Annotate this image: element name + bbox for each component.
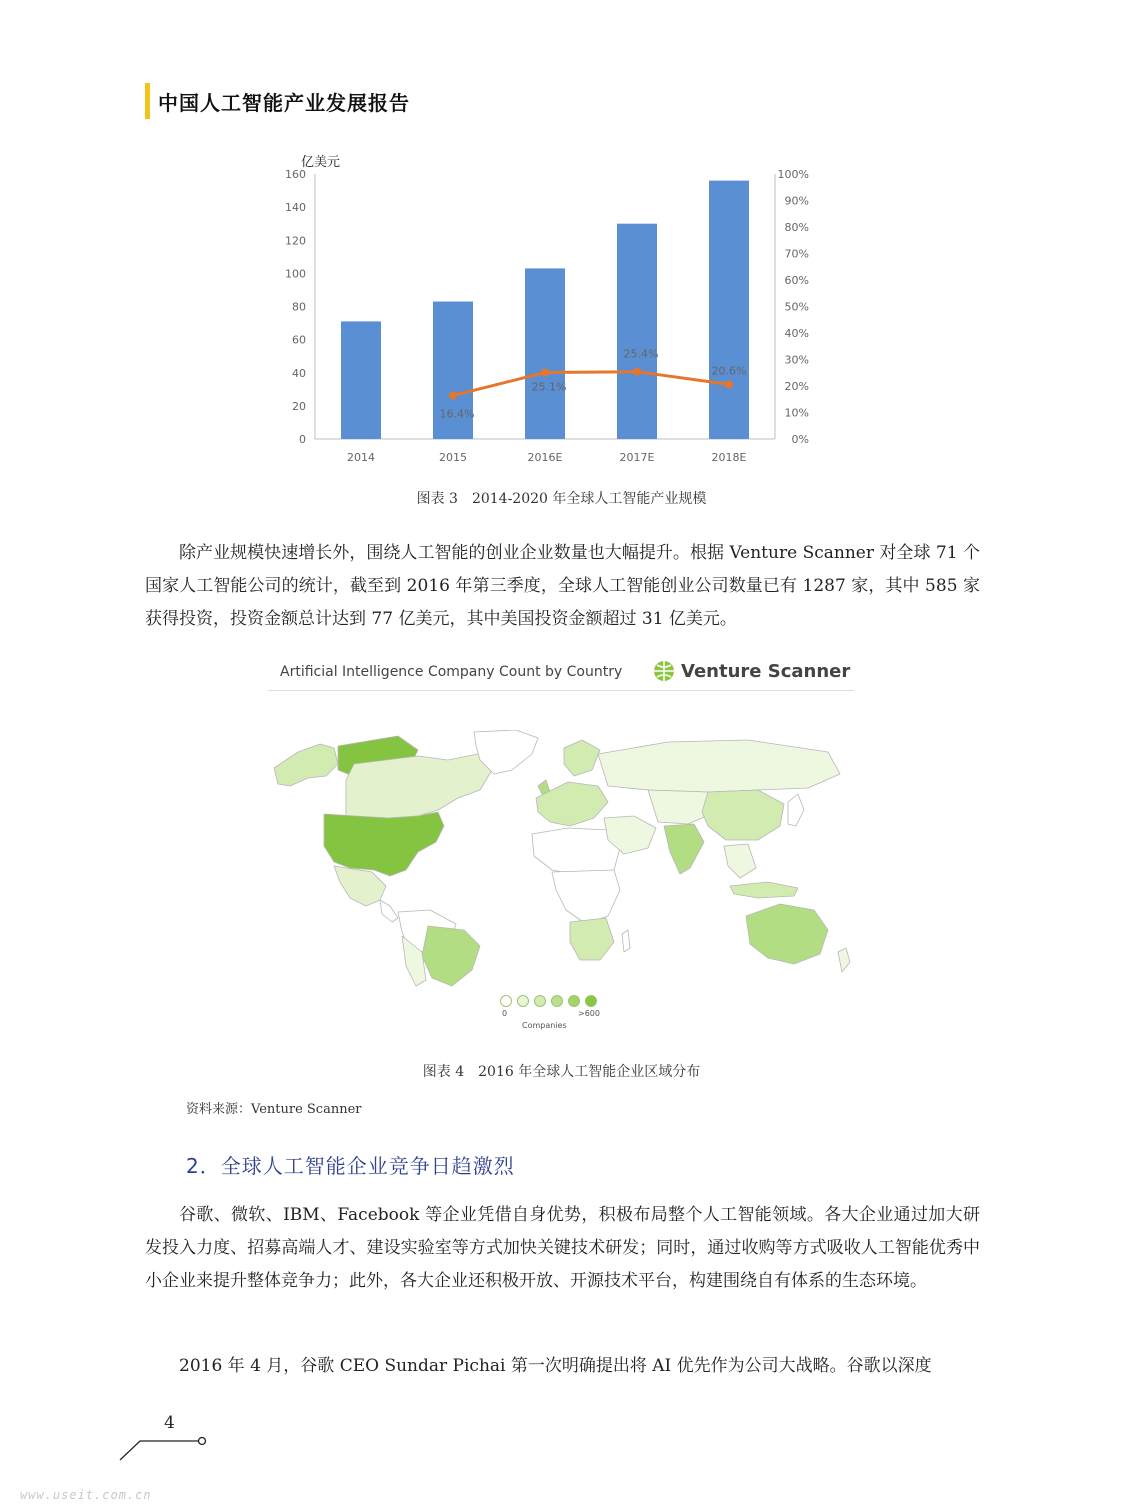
figure4-caption: 图表 4 2016 年全球人工智能企业区域分布	[422, 1064, 701, 1080]
y-tick-label: 0	[299, 433, 306, 446]
x-tick-label: 2015	[439, 451, 467, 464]
map-region-usa	[324, 812, 444, 876]
paragraph-google	[145, 1350, 980, 1383]
venture-scanner-logo	[653, 660, 850, 682]
page-number: 4	[164, 1413, 175, 1433]
y2-tick-label: 70%	[784, 247, 809, 261]
legend-title: Companies	[522, 1021, 567, 1030]
map-region-south-africa	[570, 918, 614, 960]
map-region-scandinavia	[564, 740, 600, 776]
y-tick-label: 60	[292, 333, 306, 347]
y2-tick-label: 60%	[784, 274, 809, 287]
map-region-india	[664, 824, 704, 874]
legend-swatch	[551, 995, 563, 1007]
growth-rate-point	[541, 368, 549, 376]
y2-tick-label: 80%	[784, 221, 809, 234]
map-region-alaska	[274, 744, 338, 786]
y-tick-label: 120	[285, 234, 306, 248]
industry-scale-chart	[270, 150, 850, 470]
y2-tick-label: 10%	[784, 406, 809, 420]
growth-rate-label: 20.6%	[711, 364, 747, 378]
y2-tick-label: 30%	[784, 353, 809, 367]
growth-rate-line	[453, 372, 729, 396]
map-region-china	[702, 790, 784, 840]
map-region-indonesia	[730, 882, 798, 898]
growth-rate-point	[725, 380, 733, 388]
venture-scanner-brand: Venture Scanner	[681, 660, 851, 682]
map-region-brazil	[422, 926, 480, 986]
page-footer-line-icon	[118, 1432, 218, 1462]
figure3-caption: 图表 3 2014-2020 年全球人工智能产业规模	[416, 491, 707, 507]
y2-tick-label: 90%	[784, 194, 809, 208]
growth-rate-label: 25.1%	[531, 380, 567, 394]
paragraph-competition-text: 谷歌、微软、IBM、Facebook 等企业凭借自身优势，积极布局整个人工智能领域。各大企业通过加大研发投入力度、招募高端人才、建设实验室等方式加快关键技术研发；同时，通过收购等方式吸收人工智能优秀中小企业来提升整体竞争力；此外，各大企业还积极开放、开源技术平台，构建围绕自有体系的生态环境。	[145, 1205, 980, 1291]
y-tick-label: 140	[285, 201, 306, 215]
section-heading: 2．全球人工智能企业竞争日趋激烈	[186, 1154, 515, 1178]
legend-swatch	[534, 995, 546, 1007]
map-region-australia	[746, 904, 828, 964]
map-region-central-africa	[552, 870, 620, 924]
map-region-southeast-asia	[724, 844, 756, 878]
source-note: 资料来源：Venture Scanner	[186, 1102, 362, 1117]
y-axis-label: 亿美元	[301, 155, 341, 170]
y-tick-label: 100	[285, 267, 306, 281]
world-map	[268, 730, 858, 990]
x-tick-label: 2016E	[527, 451, 563, 464]
map-title-divider	[268, 690, 854, 691]
y2-tick-label: 100%	[777, 168, 809, 181]
x-tick-label: 2018E	[711, 451, 747, 464]
y-tick-label: 40	[292, 366, 306, 380]
x-tick-label: 2014	[347, 451, 375, 464]
map-region-new-zealand	[838, 948, 850, 972]
chart-bar	[709, 181, 749, 439]
map-region-central-america	[380, 900, 398, 922]
chart-bar	[525, 268, 565, 439]
chart-bar	[617, 224, 657, 439]
paragraph-google-text: 2016 年 4 月，谷歌 CEO Sundar Pichai 第一次明确提出将 AI 优先作为公司大战略。谷歌以深度	[179, 1356, 932, 1376]
growth-rate-point	[633, 368, 641, 376]
legend-swatch	[568, 995, 580, 1007]
y2-tick-label: 0%	[791, 433, 809, 446]
y2-tick-label: 20%	[784, 380, 809, 393]
map-legend-scale	[500, 995, 620, 1007]
legend-swatch	[517, 995, 529, 1007]
header-accent-bar	[145, 83, 150, 119]
growth-rate-label: 25.4%	[623, 347, 659, 361]
map-legend	[500, 995, 620, 1035]
map-region-madagascar	[622, 930, 630, 952]
running-header-title: 中国人工智能产业发展报告	[158, 91, 410, 115]
x-tick-label: 2017E	[619, 451, 655, 464]
y-tick-label: 20	[292, 399, 306, 413]
venture-scanner-globe-icon	[653, 660, 675, 682]
y-tick-label: 160	[285, 168, 306, 181]
growth-rate-label: 16.4%	[439, 407, 475, 421]
paragraph-startups	[145, 537, 980, 636]
paragraph-startups-text: 除产业规模快速增长外，围绕人工智能的创业企业数量也大幅提升。根据 Venture Scanner 对全球 71 个国家人工智能公司的统计，截至到 2016 年第三季度，全球人工智能创业公司数量已有 1287 家，其中 585 家获得投资，投资金额总计达到 77 亿美元，其中美国投资金额超过 31 亿美元。	[145, 543, 980, 629]
legend-max-label: >600	[578, 1009, 600, 1018]
watermark: www.useit.com.cn	[20, 1488, 152, 1502]
growth-rate-point	[449, 392, 457, 400]
chart-bar	[341, 321, 381, 439]
map-title: Artificial Intelligence Company Count by Country	[280, 664, 623, 680]
map-region-canada-east	[346, 754, 492, 818]
legend-min-label: 0	[502, 1009, 508, 1018]
world-map-figure	[268, 650, 858, 1040]
y2-tick-label: 50%	[784, 300, 809, 314]
map-region-japan-korea	[788, 794, 804, 826]
y-tick-label: 80	[292, 300, 306, 314]
paragraph-competition	[145, 1199, 980, 1298]
legend-swatch	[500, 995, 512, 1007]
legend-swatch	[585, 995, 597, 1007]
y2-tick-label: 40%	[784, 327, 809, 340]
map-region-russia	[598, 740, 840, 792]
